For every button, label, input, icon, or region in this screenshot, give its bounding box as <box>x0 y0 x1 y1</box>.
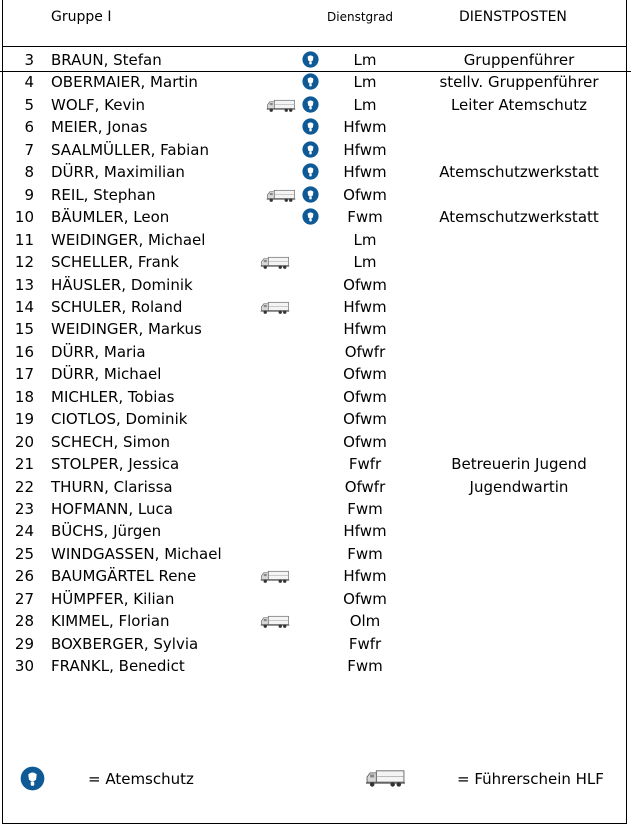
member-rank: Fwm <box>347 208 383 227</box>
member-number: 19 <box>14 410 34 429</box>
member-rank: Ofwm <box>343 365 387 384</box>
truck-icon <box>266 188 296 203</box>
member-rank: Hfwm <box>343 320 387 339</box>
member-name: WEIDINGER, Markus <box>51 320 202 339</box>
breathing-apparatus-icon <box>302 141 319 158</box>
member-number: 5 <box>24 95 34 114</box>
member-number: 18 <box>14 387 34 406</box>
member-name: HÜMPFER, Kilian <box>51 589 175 608</box>
member-name: FRANKL, Benedict <box>51 657 185 676</box>
member-row <box>0 633 631 655</box>
member-name: SCHECH, Simon <box>51 432 171 451</box>
legend-atemschutz-label: = Atemschutz <box>88 770 194 788</box>
member-name: WEIDINGER, Michael <box>51 230 206 249</box>
member-row <box>0 408 631 430</box>
member-post: Jugendwartin <box>469 477 569 496</box>
member-name: BRAUN, Stefan <box>51 51 162 69</box>
member-row <box>0 206 631 228</box>
member-number: 9 <box>24 185 34 204</box>
member-name: SCHULER, Roland <box>51 297 183 316</box>
member-post: Betreuerin Jugend <box>451 455 587 474</box>
member-number: 28 <box>14 612 34 631</box>
member-rank: Hfwm <box>343 140 387 159</box>
member-number: 3 <box>24 51 34 69</box>
member-row <box>0 318 631 340</box>
member-name: MEIER, Jonas <box>51 118 148 137</box>
member-name: WOLF, Kevin <box>51 95 146 114</box>
member-row <box>0 565 631 587</box>
member-post: Gruppenführer <box>463 51 575 69</box>
truck-icon <box>266 98 296 113</box>
breathing-apparatus-icon <box>302 208 319 225</box>
member-name: BÜCHS, Jürgen <box>51 522 162 541</box>
member-rank: Fwm <box>347 500 383 518</box>
member-number: 29 <box>14 634 34 653</box>
member-post: Atemschutzwerkstatt <box>439 208 599 227</box>
member-post: Atemschutzwerkstatt <box>439 163 599 182</box>
member-rank: Hfwm <box>343 118 387 137</box>
member-row <box>0 49 631 72</box>
member-number: 8 <box>24 163 34 182</box>
member-rank: Ofwfr <box>344 477 386 496</box>
member-row <box>0 476 631 498</box>
truck-icon <box>260 300 290 315</box>
member-number: 23 <box>14 500 34 518</box>
member-rank: Ofwm <box>343 185 387 204</box>
member-number: 16 <box>14 342 34 361</box>
member-rank: Lm <box>353 253 377 272</box>
member-post: Leiter Atemschutz <box>450 95 588 114</box>
member-rank: Fwm <box>347 544 383 563</box>
member-row <box>0 184 631 206</box>
member-row <box>0 588 631 610</box>
member-row <box>0 386 631 408</box>
member-rank: Hfwm <box>343 297 387 316</box>
member-name: BÄUMLER, Leon <box>51 208 170 227</box>
member-name: DÜRR, Maria <box>51 342 146 361</box>
member-row <box>0 520 631 542</box>
breathing-apparatus-icon <box>20 766 45 791</box>
member-row <box>0 139 631 161</box>
member-rank: Hfwm <box>343 567 387 586</box>
header-divider <box>2 46 627 47</box>
member-row <box>0 296 631 318</box>
member-rank: Olm <box>349 612 381 631</box>
member-rank: Lm <box>353 230 377 249</box>
member-rank: Hfwm <box>343 522 387 541</box>
member-name: STOLPER, Jessica <box>51 455 180 474</box>
member-row <box>0 543 631 565</box>
member-row <box>0 453 631 475</box>
truck-icon <box>260 614 290 629</box>
member-rank: Lm <box>353 73 377 92</box>
member-row <box>0 161 631 183</box>
member-row <box>0 116 631 138</box>
member-number: 12 <box>14 253 34 272</box>
member-rank: Hfwm <box>343 163 387 182</box>
member-rank: Fwm <box>347 657 383 676</box>
member-number: 22 <box>14 477 34 496</box>
member-rank: Fwfr <box>348 634 382 653</box>
breathing-apparatus-icon <box>302 96 319 113</box>
breathing-apparatus-icon <box>302 186 319 203</box>
member-row <box>0 498 631 520</box>
member-number: 30 <box>14 657 34 676</box>
rank-header: Dienstgrad <box>327 10 394 24</box>
member-number: 20 <box>14 432 34 451</box>
post-header: DIENSTPOSTEN <box>459 9 567 25</box>
member-row <box>0 610 631 632</box>
member-number: 17 <box>14 365 34 384</box>
member-number: 14 <box>14 297 34 316</box>
member-rank: Ofwm <box>343 589 387 608</box>
truck-icon <box>260 569 290 584</box>
member-number: 7 <box>24 140 34 159</box>
member-name: WINDGASSEN, Michael <box>51 544 222 563</box>
member-number: 11 <box>14 230 34 249</box>
member-row <box>0 363 631 385</box>
member-number: 4 <box>24 73 34 92</box>
member-rank: Fwfr <box>348 455 382 474</box>
member-number: 15 <box>14 320 34 339</box>
group-header: Gruppe I <box>51 9 112 25</box>
member-rank: Ofwm <box>343 387 387 406</box>
member-number: 27 <box>14 589 34 608</box>
member-row <box>0 94 631 116</box>
legend-hlf-label: = Führerschein HLF <box>457 770 604 788</box>
member-name: KIMMEL, Florian <box>51 612 170 631</box>
member-name: DÜRR, Michael <box>51 365 162 384</box>
member-name: DÜRR, Maximilian <box>51 163 185 182</box>
member-number: 26 <box>14 567 34 586</box>
member-number: 24 <box>14 522 34 541</box>
member-name: CIOTLOS, Dominik <box>51 410 188 429</box>
member-number: 10 <box>14 208 34 227</box>
member-name: OBERMAIER, Martin <box>51 73 198 92</box>
member-rank: Ofwm <box>343 432 387 451</box>
member-name: SCHELLER, Frank <box>51 253 179 272</box>
breathing-apparatus-icon <box>302 73 319 90</box>
member-number: 13 <box>14 275 34 294</box>
member-rank: Lm <box>353 51 377 69</box>
member-rank: Lm <box>353 95 377 114</box>
member-name: HÄUSLER, Dominik <box>51 275 193 294</box>
truck-icon <box>260 255 290 270</box>
member-name: SAALMÜLLER, Fabian <box>51 140 209 159</box>
member-number: 6 <box>24 118 34 137</box>
truck-icon <box>365 767 406 789</box>
member-row <box>0 251 631 273</box>
member-row <box>0 229 631 251</box>
member-row <box>0 655 631 677</box>
breathing-apparatus-icon <box>302 163 319 180</box>
member-number: 25 <box>14 544 34 563</box>
member-rank: Ofwm <box>343 410 387 429</box>
member-number: 21 <box>14 455 34 474</box>
member-row <box>0 71 631 93</box>
member-name: BAUMGÄRTEL Rene <box>51 567 197 586</box>
breathing-apparatus-icon <box>302 51 319 68</box>
member-name: REIL, Stephan <box>51 185 156 204</box>
member-row <box>0 341 631 363</box>
member-post: stellv. Gruppenführer <box>439 73 599 92</box>
member-row <box>0 274 631 296</box>
member-name: MICHLER, Tobias <box>51 387 175 406</box>
member-rank: Ofwfr <box>344 342 386 361</box>
member-name: THURN, Clarissa <box>51 477 173 496</box>
member-name: BOXBERGER, Sylvia <box>51 634 199 653</box>
member-name: HOFMANN, Luca <box>51 500 173 518</box>
member-row <box>0 431 631 453</box>
member-rank: Ofwm <box>343 275 387 294</box>
breathing-apparatus-icon <box>302 118 319 135</box>
